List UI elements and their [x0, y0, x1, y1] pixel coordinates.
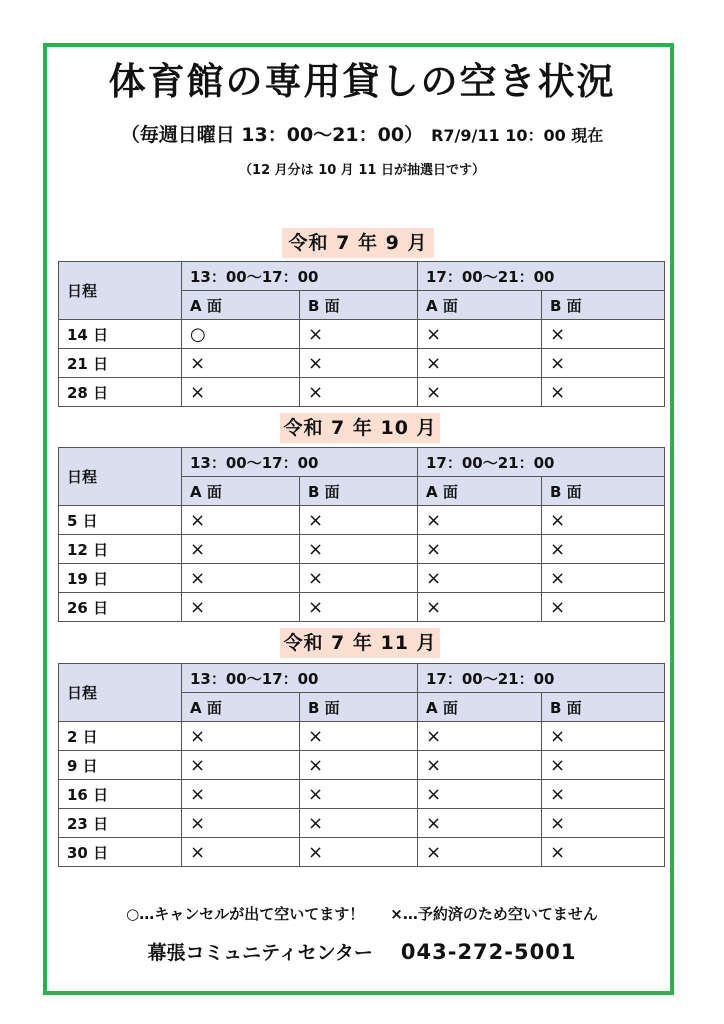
page-title: 体育館の専用貸しの空き状況	[108, 60, 616, 103]
slot-header-evening: 17：00～21：00	[418, 664, 665, 693]
availability-cell: ×	[300, 378, 418, 407]
legend-booked: ×…予約済のため空いてません	[390, 905, 598, 923]
table-row	[59, 378, 665, 407]
availability-cell: ×	[300, 809, 418, 838]
availability-cell: ×	[300, 593, 418, 622]
date-cell: 5 日	[59, 506, 182, 535]
availability-cell: ×	[542, 751, 665, 780]
slot-header-evening: 17：00～21：00	[418, 448, 665, 477]
header-row	[59, 262, 665, 291]
schedule-table	[58, 447, 665, 622]
court-b-header: B 面	[542, 477, 665, 506]
court-a-header: A 面	[418, 693, 542, 722]
availability-cell: ×	[418, 838, 542, 867]
availability-cell: ×	[542, 320, 665, 349]
availability-cell: ×	[182, 780, 300, 809]
schedule-table	[58, 663, 665, 867]
availability-cell: ×	[300, 320, 418, 349]
date-cell: 19 日	[59, 564, 182, 593]
availability-cell: ×	[182, 535, 300, 564]
court-a-header: A 面	[182, 477, 300, 506]
date-column-header: 日程	[59, 448, 182, 506]
date-cell: 14 日	[59, 320, 182, 349]
availability-cell: ×	[418, 780, 542, 809]
table-row	[59, 722, 665, 751]
availability-cell: ×	[418, 809, 542, 838]
court-a-header: A 面	[418, 291, 542, 320]
table-row	[59, 780, 665, 809]
availability-cell: ×	[418, 349, 542, 378]
availability-cell: ×	[418, 593, 542, 622]
table-row	[59, 535, 665, 564]
availability-cell: ×	[542, 722, 665, 751]
availability-cell: ×	[542, 593, 665, 622]
availability-cell: ×	[542, 378, 665, 407]
table-row	[59, 593, 665, 622]
availability-cell: ×	[418, 320, 542, 349]
availability-cell: ×	[300, 751, 418, 780]
table-row	[59, 320, 665, 349]
court-b-header: B 面	[542, 693, 665, 722]
availability-cell: ×	[542, 564, 665, 593]
date-cell: 12 日	[59, 535, 182, 564]
contact-info	[0, 937, 724, 968]
contact-phone: 043-272-5001	[400, 940, 577, 964]
slot-header-afternoon: 13：00～17：00	[182, 262, 418, 291]
date-cell: 28 日	[59, 378, 182, 407]
availability-cell: ×	[300, 506, 418, 535]
table-row	[59, 751, 665, 780]
court-b-header: B 面	[300, 477, 418, 506]
availability-cell: ×	[300, 349, 418, 378]
date-cell: 23 日	[59, 809, 182, 838]
availability-cell: ×	[542, 349, 665, 378]
availability-cell: ×	[542, 809, 665, 838]
date-cell: 26 日	[59, 593, 182, 622]
contact-name: 幕張コミュニティセンター	[147, 942, 373, 964]
availability-cell: ×	[300, 780, 418, 809]
header-row	[59, 448, 665, 477]
availability-cell: ×	[182, 809, 300, 838]
month-heading: 令和 7 年 9 月	[282, 228, 434, 258]
header-row	[59, 664, 665, 693]
month-heading: 令和 7 年 10 月	[280, 413, 440, 443]
date-cell: 16 日	[59, 780, 182, 809]
availability-cell: ×	[418, 535, 542, 564]
availability-cell: ×	[182, 751, 300, 780]
date-cell: 30 日	[59, 838, 182, 867]
table-row	[59, 809, 665, 838]
court-a-header: A 面	[182, 693, 300, 722]
slot-header-evening: 17：00～21：00	[418, 262, 665, 291]
month-heading: 令和 7 年 11 月	[280, 628, 440, 658]
availability-cell: ×	[182, 378, 300, 407]
court-a-header: A 面	[182, 291, 300, 320]
date-column-header: 日程	[59, 664, 182, 722]
availability-cell: ×	[418, 506, 542, 535]
availability-cell: ×	[182, 564, 300, 593]
court-b-header: B 面	[300, 693, 418, 722]
availability-cell: ○	[182, 320, 300, 349]
date-cell: 9 日	[59, 751, 182, 780]
table-row	[59, 349, 665, 378]
availability-cell: ×	[300, 535, 418, 564]
availability-cell: ×	[418, 378, 542, 407]
schedule-hours: （毎週日曜日 13：00～21：00）	[120, 124, 424, 146]
availability-cell: ×	[300, 722, 418, 751]
availability-cell: ×	[542, 780, 665, 809]
date-cell: 2 日	[59, 722, 182, 751]
legend-available: ○…キャンセルが出て空いてます！	[126, 905, 365, 923]
table-row	[59, 564, 665, 593]
availability-cell: ×	[542, 535, 665, 564]
availability-cell: ×	[182, 722, 300, 751]
table-row	[59, 506, 665, 535]
availability-cell: ×	[542, 838, 665, 867]
schedule-table	[58, 261, 665, 407]
availability-cell: ×	[418, 722, 542, 751]
lottery-note: （12 月分は 10 月 11 日が抽選日です）	[239, 163, 485, 178]
table-row	[59, 838, 665, 867]
court-b-header: B 面	[300, 291, 418, 320]
as-of-timestamp: R7/9/11 10：00 現在	[431, 126, 604, 145]
availability-cell: ×	[182, 349, 300, 378]
slot-header-afternoon: 13：00～17：00	[182, 664, 418, 693]
legend	[0, 901, 724, 927]
schedule-subtitle	[0, 120, 724, 151]
slot-header-afternoon: 13：00～17：00	[182, 448, 418, 477]
court-a-header: A 面	[418, 477, 542, 506]
court-b-header: B 面	[542, 291, 665, 320]
availability-cell: ×	[182, 593, 300, 622]
availability-cell: ×	[300, 838, 418, 867]
availability-cell: ×	[182, 506, 300, 535]
availability-cell: ×	[300, 564, 418, 593]
date-column-header: 日程	[59, 262, 182, 320]
date-cell: 21 日	[59, 349, 182, 378]
availability-cell: ×	[542, 506, 665, 535]
availability-cell: ×	[418, 564, 542, 593]
availability-cell: ×	[418, 751, 542, 780]
availability-cell: ×	[182, 838, 300, 867]
